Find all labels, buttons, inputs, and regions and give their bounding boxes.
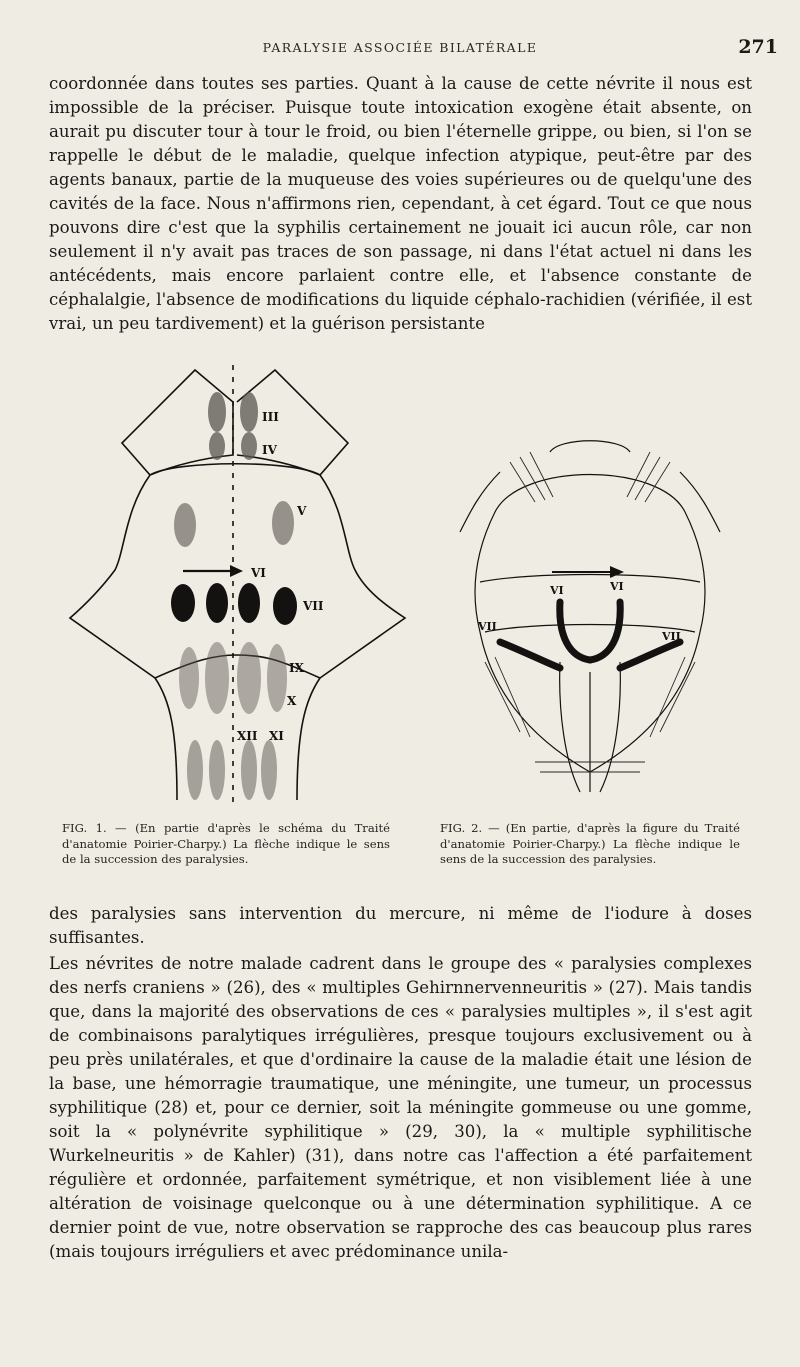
fig2-label-VI-left: VI [550, 584, 564, 597]
figure-1 [65, 360, 410, 810]
fig2-label-VII-left: VII [478, 620, 497, 633]
fig2-label-VI-right: VI [610, 580, 624, 593]
paragraph-1: coordonnée dans toutes ses parties. Quant à la cause de cette névrite il nous est impossible de la préciser. Puisque toute intoxication exogène était absente, on aurait pu discuter tour à tour le froid, ou bien l'éternelle grippe, ou bien, si l'on se rappelle le début de le maladie, quelque infection atypique, peut-être par des agents banaux, partie de la muqueuse des voies supérieures ou de quelqu'une des cavités de la face. Nous n'affirmons rien, cependant, à cet égard. Tout ce que nous pouvons dire c'est que la syphilis certainement ne jouait ici aucun rôle, car non seulement il n'y avait pas traces de son passage, ni dans l'état actuel ni dans les antécédents, mais encore parlaient contre elle, et l'absence constante de céphalalgie, l'absence de modifications du liquide céphalo-rachidien (vérifiée, il est vrai, un peu tardivement) et la guérison persistante [49, 74, 752, 333]
fig2-label-VII-right: VII [662, 630, 681, 643]
label-IX: IX [289, 661, 304, 675]
page-number: 271 [738, 36, 778, 58]
brainstem-base-illustration [440, 432, 740, 802]
running-title: PARALYSIE ASSOCIÉE BILATÉRALE [262, 40, 538, 55]
figure-1-caption: FIG. 1. — (En partie d'après le schéma du Traité d'anatomie Poirier-Charpy.) La flèche indique le sens de la succession des paralysies. [62, 821, 390, 866]
label-X: X [287, 694, 297, 708]
paragraph-3: Les névrites de notre malade cadrent dans le groupe des « paralysies complexes des nerfs craniens » (26), des « multiples Gehirnnervenneuritis » (27). Mais tandis que, dans la majorité des observations de ces « paralysies multiples », il s'est agit de combinaisons paralytiques irrégulières, presque toujours exclusivement ou à peu près unilatérales, et que d'ordinaire la cause de la maladie était une lésion de la base, une hémorragie traumatique, une méningite, une tumeur, un processus syphilitique (28) et, pour ce dernier, soit la méningite gommeuse ou une gomme, soit la « polynévrite syphilitique » (29, 30), la « multiple syphilitische Wurkelneuritis » de Kahler) (31), dans notre cas l'affection a été parfaitement régulière et ordonnée, parfaitement symétrique, et non visiblement liée à une altération de voisinage quelconque ou à une détermination syphilitique. A ce dernier point de vue, notre observation se rapproche des cas beaucoup plus rares (mais toujours irréguliers et avec prédominance unila- [49, 954, 752, 1261]
paragraph-2: des paralysies sans intervention du mercure, ni même de l'iodure à doses suffisantes. [49, 904, 752, 947]
figure-2 [440, 432, 740, 802]
brainstem-schema-diagram [65, 360, 410, 810]
page-header [0, 38, 800, 62]
figure-2-caption: FIG. 2. — (En partie, d'après la figure du Traité d'anatomie Poirier-Charpy.) La flèche indique le sens de la succession des paralysies. [440, 821, 740, 866]
label-IV: IV [262, 443, 277, 457]
label-XI: XI [269, 729, 284, 743]
label-VI: VI [251, 566, 266, 580]
label-XII: XII [237, 729, 258, 743]
label-VII: VII [303, 599, 324, 613]
label-V: V [297, 504, 307, 518]
label-III: III [262, 410, 279, 424]
